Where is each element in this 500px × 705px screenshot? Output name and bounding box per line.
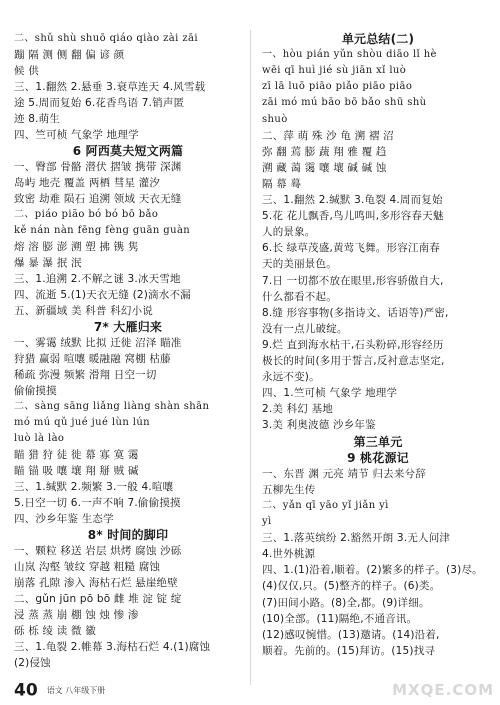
answer-line: 瞄 猎 狩 徒 徙 幕 寡 寞 霭 (14, 449, 139, 461)
answer-line: 三、1.缄默 2.频繁 3.一般 4.喧嚷 (14, 481, 174, 493)
answer-line: yì (262, 516, 272, 527)
answer-line: 蹦 隔 测 侧 翻 偏 谚 颜 (14, 49, 125, 61)
answer-line: 三、1.翻然 2.缄默 3.龟裂 4.周而复始 (262, 194, 443, 206)
answer-line: 2.美 科幻 基地 (262, 403, 333, 416)
answer-line: zī lā luō piāo piǎo piāo piāo (262, 81, 413, 93)
answer-line: 没有一点儿破绽。 (262, 322, 348, 335)
answer-line: 崩落 孔隙 渗入 海枯石烂 悬崖绝壁 (14, 577, 178, 589)
answer-line: 一、东晋 渊 元亮 靖节 归去来兮辞 (262, 467, 426, 480)
answer-line: mó mú qǔ jué jué lùn lún (14, 417, 151, 428)
answer-line: 偷偷摸摸 (14, 385, 57, 397)
answer-line: 致密 劫难 陨石 追溯 领域 天衣无缝 (14, 193, 182, 205)
page-number: 40 (14, 680, 38, 701)
answer-line: 岛屿 地壳 覆盖 两栖 彗星 灌汐 (14, 177, 161, 189)
answer-line: 浸 蒸 蒸 崩 棚 蚀 烛 惨 渗 (14, 609, 139, 621)
answer-line: 8.缝 形容事物(多指诗文、话语等)严密, (262, 306, 449, 319)
answer-line: 5.日空一切 6.一声不响 7.偷偷摸摸 (14, 497, 181, 509)
answer-line: 三、1.龟裂 2.帷幕 3.海枯石烂 4.(1)腐蚀 (14, 641, 211, 653)
answer-line: 稀疏 弥漫 频繁 滑翔 日空一切 (14, 369, 157, 381)
answer-line: 隔 幕 蓦 (262, 177, 302, 190)
answer-line: 四、竺可桢 气象学 地理学 (14, 129, 139, 141)
answer-line: (2)侵蚀 (14, 657, 51, 669)
answer-line: 3.美 利奥波德 沙乡年鉴 (262, 419, 376, 432)
book-subject: 语文 八年级下册 (46, 686, 106, 695)
answer-line: (10)全部。(11)隔绝,不通音讯。 (262, 612, 418, 625)
answer-line: 途 5.周而复始 6.花香鸟语 7.销声匿 (14, 97, 185, 109)
answer-line: 熔 溶 膨 澎 溯 塑 拂 镌 隽 (14, 241, 139, 253)
answer-line: zāi mó mú bāo bō bǎo shū shù (262, 97, 427, 109)
answer-line: shuò (262, 113, 288, 125)
answer-line: 砾 栎 绫 读 微 徽 (14, 625, 96, 637)
answer-line: 一、hòu pián yǔn shòu diāo lǐ hè (262, 49, 437, 61)
answer-line: 山岚 沟壑 皱纹 穿越 粗糙 腐蚀 (14, 561, 161, 573)
section-heading: 7* 大雁归来 (93, 320, 163, 334)
column-divider (250, 30, 251, 685)
answer-line: 二、gǔn jūn pō bō 雌 堆 淀 锭 绽 (14, 593, 182, 605)
section-heading: 单元总结(二) (341, 32, 415, 46)
answer-line: 5.花 花儿飘香,鸟儿鸣叫,多形容春天魅 (262, 210, 444, 223)
section-heading: 8* 时间的脚印 (87, 528, 169, 542)
answer-line: 一、臀部 骨骼 潜伏 摺皱 携带 深渊 (14, 161, 182, 173)
answer-line: 二、萍 萌 殊 沙 龟 溯 褶 沼 (262, 129, 394, 142)
answer-line: kě nán nàn fēng fèng guān guàn (14, 225, 191, 236)
answer-line: luò là lào (14, 433, 65, 444)
answer-line: 弥 翻 蔫 膨 蔬 翔 雅 覆 趋 (262, 145, 387, 158)
answer-line: 6.长 绿草茂盛,黄莺飞舞。形容江南春 (262, 242, 440, 255)
answer-line: 溯 藏 蔼 霭 嚷 壤 碱 碱 蚀 (262, 161, 387, 174)
answer-line: 三、1.翻然 2.悬垂 3.衰草连天 4.风雪载 (14, 81, 206, 93)
answer-line: 什么都看不起。 (262, 290, 337, 303)
answer-line: 四、1.竺可桢 气象学 地理学 (262, 387, 398, 400)
section-heading: 6 阿西莫夫短文两篇 (72, 144, 184, 158)
answer-line: 二、shǔ shù shuō qiáo qiào zài zāi (14, 33, 198, 44)
answer-line: 顺着。先前的。(15)拜访。(15)找寻 (262, 644, 436, 657)
answer-line: 四、沙乡年鉴 生态学 (14, 513, 114, 525)
section-heading: 9 桃花源记 (347, 450, 409, 465)
watermark-logo: MXQE.COM (392, 681, 494, 699)
answer-line: 四、流逝 5.(1)天衣无缝 (2)滴水不漏 (14, 289, 191, 301)
answer-line: 极长的时间(多用于誓言,反衬意志坚定, (262, 355, 445, 367)
answer-line: 7.日 一切都不放在眼里,形容骄傲自大, (262, 274, 444, 287)
answer-line: 四、1.(1)沿着,顺着。(2)繁多的样子。(3)尽。 (262, 564, 483, 577)
answer-line: 迹 8.萌生 (14, 113, 61, 125)
answer-line: 候 供 (14, 65, 39, 77)
answer-line: 二、sàng sāng liǎng liàng shàn shān (14, 401, 210, 412)
answer-line: 五柳先生传 (262, 483, 316, 496)
answer-line: (4)仅仅,只。(5)整齐的样子。(6)类。 (262, 580, 441, 593)
answer-line: 4.世外桃源 (262, 548, 316, 561)
answer-line: 一、颗粒 移送 岩层 烘烤 腐蚀 沙砾 (14, 545, 182, 557)
answer-line: 二、piáo pião bó bó bō bǎo (14, 209, 159, 220)
section-heading: 第三单元 (353, 434, 403, 449)
answer-line: 三、1.追溯 2.不解之谜 3.冰天雪地 (14, 273, 181, 285)
answer-line: 一、雾霭 绒默 比拟 迁徙 沼泽 瞄准 (14, 337, 182, 349)
answer-line: 人的景象。 (262, 226, 316, 239)
answer-line: 二、yǎn qī yāo yǐ jiǎn yì (262, 499, 389, 511)
answer-line: 爆 暴 瀑 抿 泯 (14, 257, 82, 269)
answer-line: 三、1.落英缤纷 2.豁然开朗 3.无人问津 (262, 532, 451, 545)
answer-line: wēi qī huì jié sù jiān xǐ luò (262, 65, 407, 77)
answer-line: 9.烂 直到海水枯干,石头粉碎,形容经历 (262, 338, 444, 351)
answer-line: (7)田间小路。(8)全,都。(9)详细。 (262, 596, 430, 609)
answer-line: 五、新疆域 美 科普 科幻小说 (14, 305, 154, 317)
answer-line: 瞄 锚 吸 嚷 壤 翔 掰 贼 碱 (14, 465, 139, 477)
answer-line: 狩猎 赢弱 喧嚷 暖融融 窝棚 枯藤 (14, 353, 171, 365)
answer-line: 永远不变)。 (262, 371, 320, 384)
answer-line: 天的美丽景色。 (262, 258, 337, 271)
page-footer (14, 680, 105, 701)
answer-line: (12)感叹惋惜。(13)邀请。(14)沿着, (262, 628, 440, 641)
